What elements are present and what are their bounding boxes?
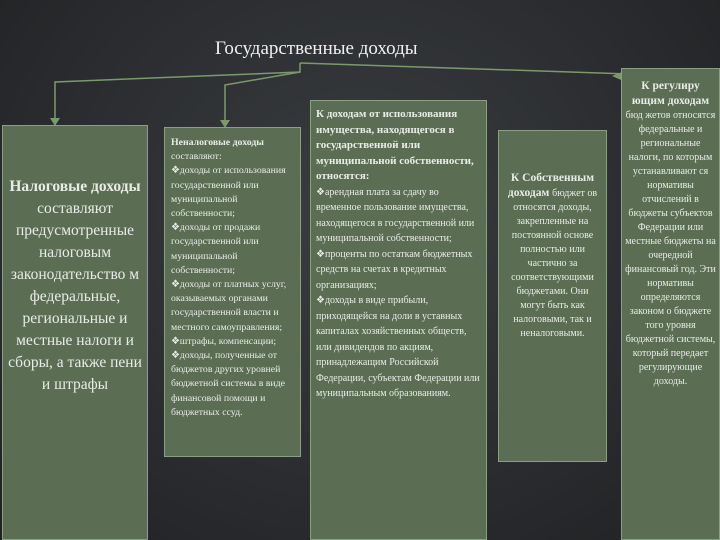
own-revenue-box xyxy=(498,130,607,462)
nontax-revenue-intro: составляют: xyxy=(171,151,222,163)
nontax-item: ❖доходы от платных услуг, оказываемых органами государственной власти и местного самоуправления; xyxy=(171,279,287,333)
nontax-revenue-heading: Неналоговые доходы xyxy=(171,137,264,148)
own-revenue-heading: К Собственным доходам xyxy=(507,172,595,199)
property-income-box xyxy=(310,100,487,540)
nontax-revenue-box xyxy=(164,127,301,457)
nontax-item: ❖доходы от использования государственной или муниципальной собственности; xyxy=(171,165,286,220)
property-item: ❖арендная плата за сдачу во временное пользование имущества, находящегося в государственной или муниципальной собственности; xyxy=(316,186,475,244)
tax-revenue-box xyxy=(2,125,148,540)
property-item: ❖проценты по остаткам бюджетных средств на счетах в кредитных организациях; xyxy=(316,248,473,291)
tax-revenue-text: составляют предусмотренные налоговым законодательство м федеральные, региональные и местные налоги и сборы, а также пени и штрафы xyxy=(8,200,142,393)
connector-nontax xyxy=(225,72,300,127)
nontax-item: ❖штрафы, компенсации; xyxy=(171,335,277,347)
connector-regulating xyxy=(300,63,660,75)
connector-tax xyxy=(55,63,300,125)
own-revenue-text: бюджет ов относятся доходы, закрепленные на постоянной основе полностью или частично за соответствующими бюджетами. Они могут быть как налоговыми, так и неналоговыми. xyxy=(511,188,598,339)
regulating-revenue-box xyxy=(621,68,720,540)
regulating-revenue-text: бюд жетов относятся федеральные и региональные налоги, по которым устанавливают ся нормативы отчислений в бюджеты субъектов Федерации или местные бюджеты на очередной финансовый год. Эти нормативы определяются законом о бюджете того уровня бюджетной системы, который передает регулирующие доходы. xyxy=(625,110,716,387)
property-item: ❖доходы в виде прибыли, приходящейся на доли в уставных капиталах хозяйственных обществ, или дивидендов по акциям, принадлежащим Российской Федерации, субъектам Федерации или муниципальным образованиям. xyxy=(316,295,480,399)
nontax-item: ❖доходы от продажи государственной или муниципальной собственности; xyxy=(171,222,261,276)
regulating-revenue-heading: К регулиру ющим доходам xyxy=(631,80,710,107)
tax-revenue-heading: Налоговые доходы xyxy=(9,178,141,195)
page-title: Государственные доходы xyxy=(215,38,418,59)
nontax-item: ❖доходы, полученные от бюджетов других уровней бюджетной системы в виде финансовой помощи и бюджетных ссуд. xyxy=(171,350,285,418)
property-income-heading: К доходам от использования имущества, находящегося в государственной или муниципальной собственности, относятся: xyxy=(316,108,474,182)
